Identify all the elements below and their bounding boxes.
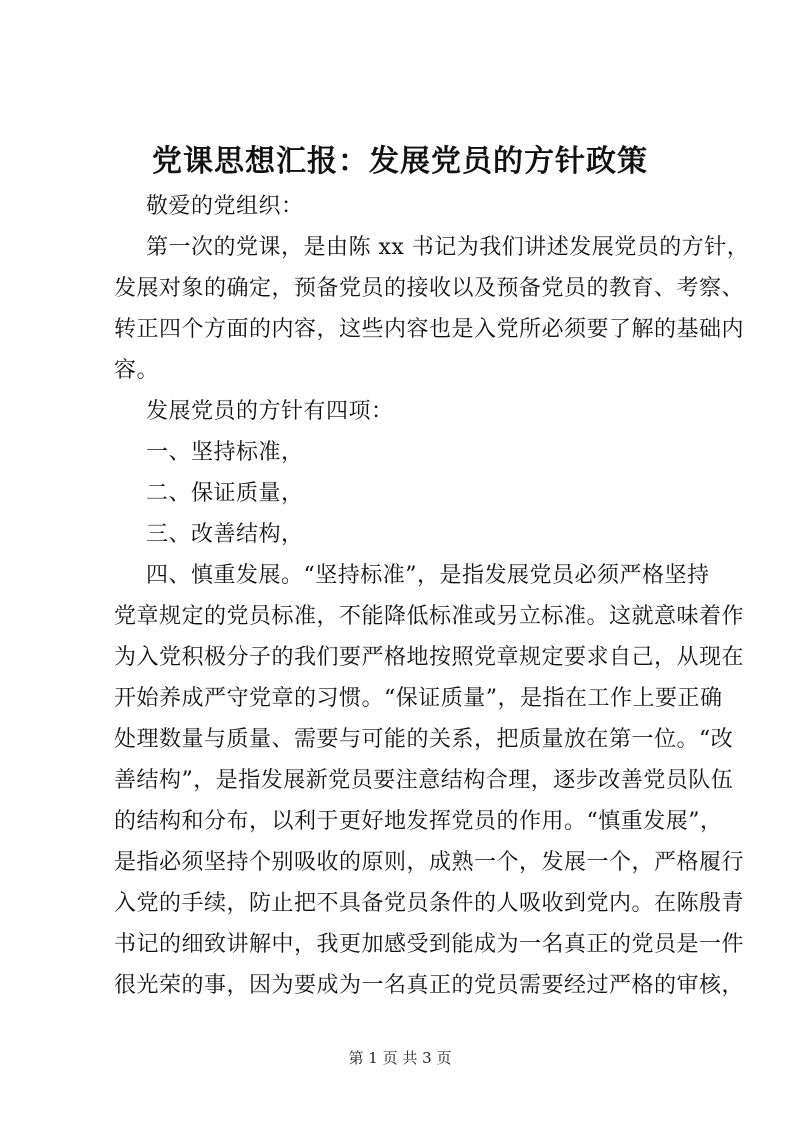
page-title: 党课思想汇报：发展党员的方针政策 (152, 144, 648, 179)
paragraph-line: 转正四个方面的内容，这些内容也是入党所必须要了解的基础内 (114, 317, 745, 342)
paragraph-line: 很光荣的事，因为要成为一名真正的党员需要经过严格的审核， (114, 973, 745, 998)
list-item: 三、改善结构， (146, 522, 304, 547)
list-item: 一、坚持标准， (146, 440, 304, 465)
paragraph-line: 为入党积极分子的我们要严格地按照党章规定要求自己，从现在 (114, 645, 745, 670)
paragraph-line: 第一次的党课，是由陈 xx 书记为我们讲述发展党员的方针， (146, 235, 750, 260)
paragraph-line: 入党的手续，防止把不具备党员条件的人吸收到党内。在陈殷青 (114, 891, 745, 916)
list-item: 二、保证质量， (146, 481, 304, 506)
paragraph-line: 发展对象的确定，预备党员的接收以及预备党员的教育、考察、 (114, 276, 745, 301)
paragraph-line: 开始养成严守党章的习惯。“保证质量”，是指在工作上要正确 (114, 686, 723, 711)
paragraph-line: 发展党员的方针有四项： (146, 399, 394, 424)
paragraph-line: 书记的细致讲解中，我更加感受到能成为一名真正的党员是一件 (114, 932, 745, 957)
page-footer: 第 1 页 共 3 页 (348, 1049, 452, 1067)
paragraph-line: 处理数量与质量、需要与可能的关系，把质量放在第一位。“改 (114, 727, 734, 752)
paragraph-line: 容。 (114, 358, 160, 383)
paragraph-line: 党章规定的党员标准，不能降低标准或另立标准。这就意味着作 (114, 604, 745, 629)
document-body (114, 186, 750, 1006)
paragraph-line: 的结构和分布，以利于更好地发挥党员的作用。“慎重发展”， (114, 809, 723, 834)
paragraph-line: 四、慎重发展。“坚持标准”，是指发展党员必须严格坚持 (146, 563, 710, 588)
salutation-line: 敬爱的党组织： (146, 194, 304, 219)
paragraph-line: 善结构”，是指发展新党员要注意结构合理，逐步改善党员队伍 (114, 768, 734, 793)
paragraph-line: 是指必须坚持个别吸收的原则，成熟一个，发展一个，严格履行 (114, 850, 745, 875)
